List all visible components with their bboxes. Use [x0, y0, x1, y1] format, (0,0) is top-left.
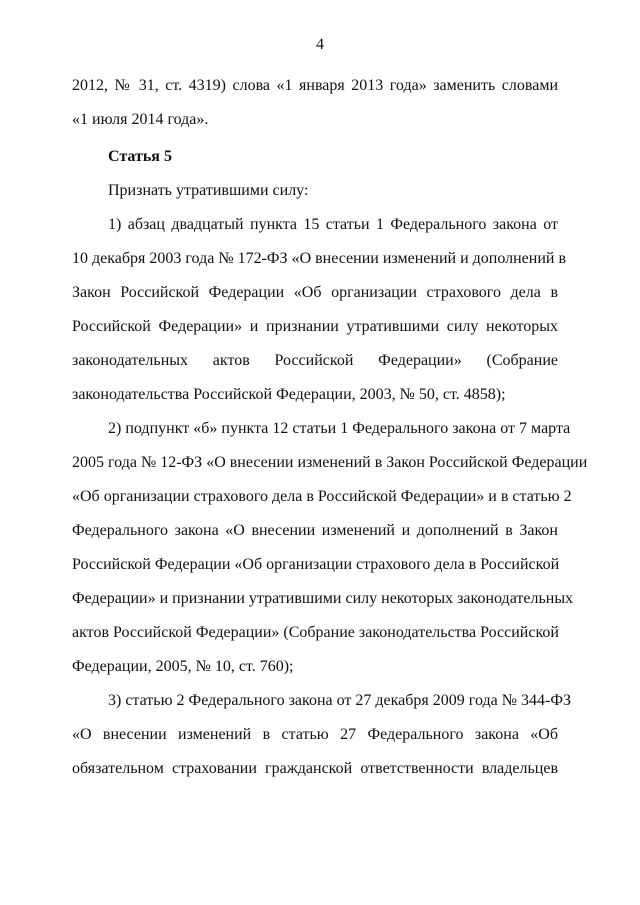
item-2-line: «Об организации страхового дела в Российской Федерации» и в статью 2 — [72, 488, 572, 505]
item-3-line: обязательном страховании гражданской ответственности владельцев — [72, 760, 558, 777]
item-3-line: 3) статью 2 Федерального закона от 27 декабря 2009 года № 344-ФЗ — [108, 692, 571, 709]
continuation-line: «1 июля 2014 года». — [72, 111, 209, 128]
article-intro: Признать утратившими силу: — [108, 182, 309, 199]
item-2-line: Российской Федерации «Об организации страхового дела в Российской — [72, 556, 560, 573]
item-1-line: Закон Российской Федерации «Об организации страхового дела в — [72, 284, 558, 301]
item-2-line: 2) подпункт «б» пункта 12 статьи 1 Федерального закона от 7 марта — [108, 420, 571, 437]
item-1-line: законодательных актов Российской Федерации» (Собрание — [72, 352, 558, 369]
item-2-line: актов Российской Федерации» (Собрание законодательства Российской — [72, 624, 559, 641]
item-3-line: «О внесении изменений в статью 27 Федерального закона «Об — [72, 726, 558, 743]
item-1-line: Российской Федерации» и признании утратившими силу некоторых — [72, 318, 558, 335]
item-1-line: законодательства Российской Федерации, 2003, № 50, ст. 4858); — [72, 386, 506, 403]
continuation-line: 2012, № 31, ст. 4319) слова «1 января 2013 года» заменить словами — [72, 77, 558, 94]
item-1-line: 10 декабря 2003 года № 172-ФЗ «О внесении изменений и дополнений в — [72, 250, 567, 267]
item-2-line: 2005 года № 12-ФЗ «О внесении изменений в Закон Российской Федерации — [72, 454, 588, 471]
document-body — [72, 69, 588, 786]
item-2-line: Федерации» и признании утратившими силу некоторых законодательных — [72, 590, 574, 607]
item-1-line: 1) абзац двадцатый пункта 15 статьи 1 Федерального закона от — [108, 216, 558, 233]
item-2-line: Федерации, 2005, № 10, ст. 760); — [72, 658, 294, 675]
article-heading: Статья 5 — [108, 148, 172, 165]
page-number: 4 — [316, 36, 324, 53]
item-2-line: Федерального закона «О внесении изменений и дополнений в Закон — [72, 522, 558, 539]
